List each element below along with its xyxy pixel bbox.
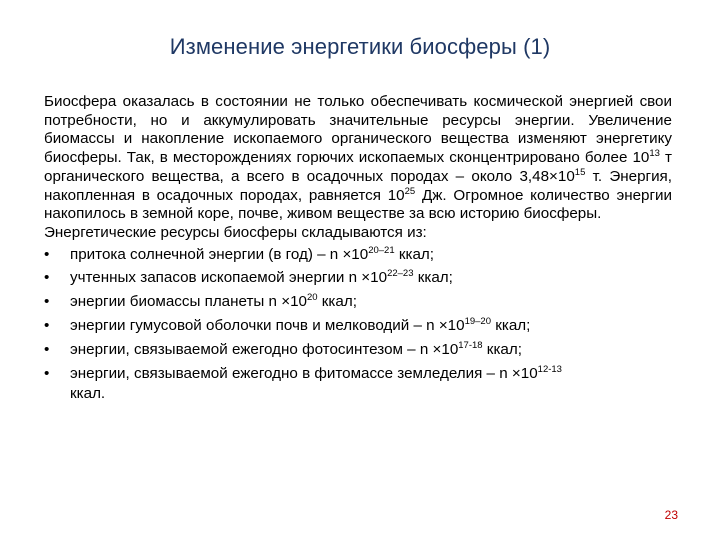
list-item <box>44 338 672 362</box>
exponent: 15 <box>574 166 586 178</box>
paragraph-text-3: т. Энергия, накопленная в осадочных породах, равняется 10 <box>44 167 673 204</box>
bullet-icon: • <box>44 364 50 382</box>
exponent: 22–23 <box>387 268 414 280</box>
exponent: 20 <box>306 292 318 304</box>
list-item <box>44 362 672 404</box>
exponent: 25 <box>404 185 416 197</box>
bullet-icon: • <box>44 317 50 335</box>
item-unit: ккал; <box>394 245 434 263</box>
list-intro: Энергетические ресурсы биосферы складываются из: <box>44 223 427 241</box>
slide-body <box>44 93 672 403</box>
intro-paragraph <box>44 93 672 224</box>
item-unit: ккал; <box>491 317 531 335</box>
bullet-icon: • <box>44 340 50 358</box>
item-text: учтенных запасов ископаемой энергии n ×10 <box>70 269 388 287</box>
item-text: энергии гумусовой оболочки почв и мелководий – n ×10 <box>70 317 465 335</box>
item-text: энергии, связываемой ежегодно фотосинтезом – n ×10 <box>70 340 459 358</box>
slide-title: Изменение энергетики биосферы (1) <box>169 34 551 59</box>
item-text: энергии, связываемой ежегодно в фитомассе земледелия – n ×10 <box>70 364 538 382</box>
exponent: 20–21 <box>368 244 395 256</box>
exponent: 12-13 <box>537 363 562 375</box>
item-unit: ккал. <box>70 385 106 403</box>
resource-list <box>44 243 672 404</box>
paragraph-text-1: Биосфера оказалась в состоянии не только обеспечивать космической энергией свои потребности, но и аккумулировать значительные ресурсы энергии. Увеличение биомассы и накопление ископаемого органического вещества изменяют энергетику биосферы. Так, в месторождениях горючих ископаемых сконцентрировано более 10 <box>44 93 672 167</box>
paragraph-text-4: Дж. Огромное количество энергии накопилось в земной коре, почве, живом веществе за всю историю биосферы. <box>44 186 673 223</box>
list-item <box>44 290 672 314</box>
item-text: энергии биомассы планеты n ×10 <box>70 293 307 311</box>
page-number: 23 <box>664 508 678 522</box>
exponent: 13 <box>649 148 660 160</box>
bullet-icon: • <box>44 293 50 311</box>
paragraph-text-2: т органического вещества, а всего в осадочных породах – около 3,48×10 <box>44 149 672 185</box>
item-text: притока солнечной энергии (в год) – n ×10 <box>70 245 369 263</box>
bullet-icon: • <box>44 245 50 263</box>
list-item <box>44 314 672 338</box>
bullet-icon: • <box>44 269 50 287</box>
exponent: 17-18 <box>458 339 483 351</box>
item-unit: ккал; <box>413 269 453 287</box>
exponent: 19–20 <box>464 316 491 328</box>
list-item <box>44 266 672 290</box>
item-unit: ккал; <box>482 340 522 358</box>
list-item <box>44 243 672 267</box>
item-unit: ккал; <box>317 293 357 311</box>
